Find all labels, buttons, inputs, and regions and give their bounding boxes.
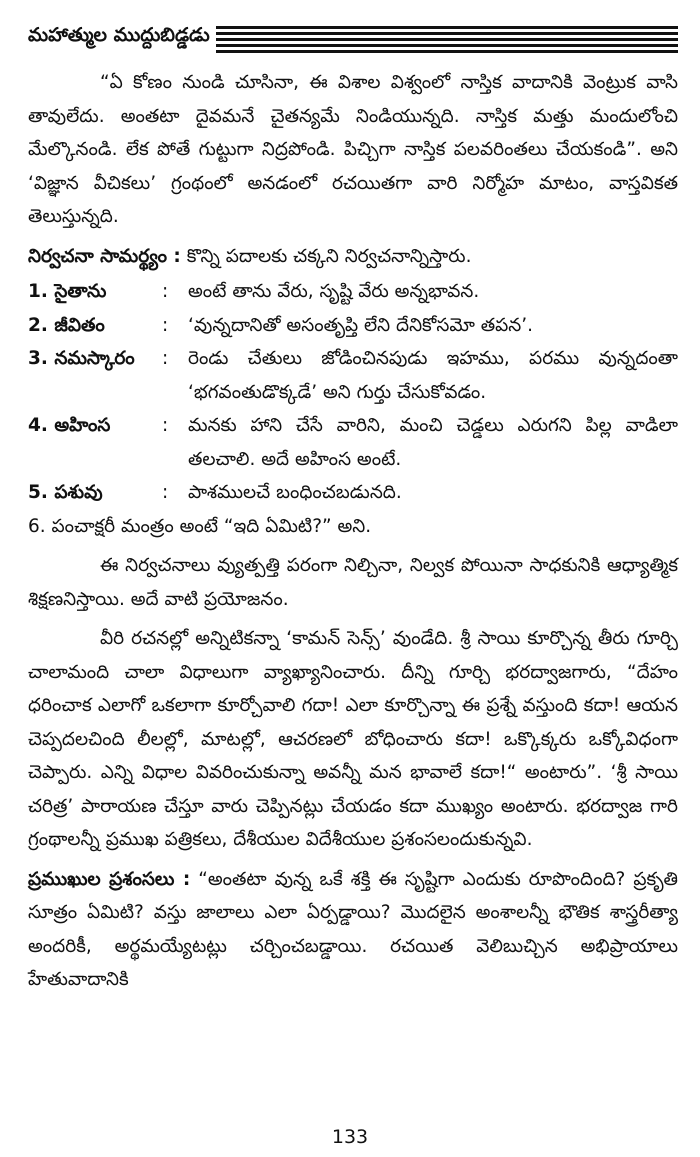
- section-label: ప్రముఖుల ప్రశంసలు :: [28, 868, 191, 890]
- header-rule: [216, 26, 678, 29]
- page-number: 133: [331, 1126, 369, 1148]
- definition-text: రెండు చేతులు జోడించినపుడు ఇహము, పరము వున్నదంతా ‘భగవంతుడొక్కడే’ అని గుర్తు చేసుకోవడం.: [188, 348, 678, 403]
- definition-term: 2. జీవితం: [28, 314, 105, 336]
- header-rules: [216, 26, 678, 56]
- definition-text: పాశములచే బంధించబడునది.: [188, 482, 402, 503]
- definition-colon: :: [162, 314, 169, 336]
- definition-colon: :: [162, 415, 169, 436]
- paragraph-text: “అంతటా వున్న ఒకే శక్తి ఈ సృష్టిగా ఎందుకు రూపొందింది? ప్రకృతి సూత్రం ఏమిటి? వస్తు జాలాలు ఎలా ఏర్పడ్డాయి? మొదలైన అంశాలన్నీ భౌతిక శాస్త్రరీత్యా అందరికీ, అర్థమయ్యేటట్లు చర్చించబడ్డాయి. రచయిత వెలిబుచ్చిన అభిప్రాయాలు హేతువాదానికి: [28, 868, 678, 990]
- paragraph-text: కొన్ని పదాలకు చక్కని నిర్వచనాన్నిస్తారు.: [180, 245, 472, 267]
- paragraph-praise: [28, 863, 678, 997]
- definition-colon: :: [162, 281, 169, 302]
- paragraph-definitions-intro: [28, 240, 678, 274]
- definition-term: 1. సైతాను: [28, 281, 107, 302]
- definition-item: [28, 342, 678, 409]
- section-label: నిర్వచనా సామర్థ్యం :: [28, 245, 181, 267]
- definition-text: ‘వున్నదానితో అసంతృప్తి లేని దేనికోసమో తపన’.: [188, 314, 534, 336]
- definition-item: [28, 476, 678, 510]
- definition-text: మనకు హాని చేసే వారిని, మంచి చెడ్డలు ఎరుగని పిల్ల వాడిలా తలచాలి. అదే అహింస అంటే.: [188, 415, 678, 470]
- paragraph-common-sense: వీరి రచనల్లో అన్నిటికన్నా ‘కామన్ సెన్స్’ వుండేది. శ్రీ సాయి కూర్చొన్న తీరు గూర్చి చాలామంది చాలా విధాలుగా వ్యాఖ్యానించారు. దీన్ని గూర్చి భరద్వాజగారు, “దేహం ధరించాక ఎలాగో ఒకలాగా కూర్చోవాలి గదా! ఎలా కూర్చొన్నా ఈ ప్రశ్నే వస్తుంది కదా! ఆయన చెప్పదలచింది లీలల్లో, మాటల్లో, ఆచరణలో బోధించారు కదా! ఒక్కొక్కరు ఒక్కోవిధంగా చెప్పారు. ఎన్ని విధాల వివరించుకున్నా అవన్నీ మన భావాలే కదా!“ అంటారు”. ‘శ్రీ సాయి చరిత్ర’ పారాయణ చేస్తూ వారు చెప్పినట్లు చేయడం కదా ముఖ్యం అంటారు. భరద్వాజ గారి గ్రంథాలన్నీ ప్రముఖ పత్రికలు, దేశీయుల విదేశీయుల ప్రశంసలందుకున్నవి.: [28, 628, 678, 850]
- definition-text: అంటే తాను వేరు, సృష్టి వేరు అన్నభావన.: [188, 281, 480, 302]
- definition-term: 4. అహింస: [28, 415, 111, 436]
- definition-term: 5. పశువు: [28, 482, 103, 503]
- header-rule: [216, 32, 678, 35]
- header-rule: [216, 44, 678, 47]
- definition-colon: :: [162, 348, 169, 369]
- page-header: [28, 22, 678, 56]
- definition-item: [28, 409, 678, 476]
- definition-item: [28, 309, 678, 343]
- running-head: మహాత్ముల ముద్దుబిడ్డడు: [28, 24, 210, 46]
- definition-list: [28, 275, 678, 543]
- header-rule: [216, 38, 678, 41]
- definition-colon: :: [162, 482, 169, 503]
- page-body: [28, 66, 678, 997]
- definition-item-six: 6. పంచాక్షరీ మంత్రం అంటే “ఇది ఏమిటి?” అని.: [28, 515, 372, 537]
- definition-item: [28, 275, 678, 309]
- paragraph-definitions-purpose: ఈ నిర్వచనాలు వ్యుత్పత్తి పరంగా నిల్చినా, నిల్వక పోయినా సాధకునికి ఆధ్యాత్మిక శిక్షణనిస్తాయి. అదే వాటి ప్రయోజనం.: [28, 555, 678, 610]
- header-rule: [216, 50, 678, 53]
- definition-term: 3. నమస్కారం: [28, 348, 135, 369]
- paragraph-quote-atheism: “ఏ కోణం నుండి చూసినా, ఈ విశాల విశ్వంలో నాస్తిక వాదానికి వెంట్రుక వాసి తావులేదు. అంతటా దైవమనే చైతన్యమే నిండియున్నది. నాస్తిక మత్తు మందులోంచి మేల్కొనండి. లేక పోతే గుట్టుగా నిద్రపోండి. పిచ్చిగా నాస్తిక పలవరింతలు చేయకండి”. అని ‘విజ్ఞాన వీచికలు’ గ్రంథంలో అనడంలో రచయితగా వారి నిర్మోహ మాటం, వాస్తవికత తెలుస్తున్నది.: [28, 72, 678, 227]
